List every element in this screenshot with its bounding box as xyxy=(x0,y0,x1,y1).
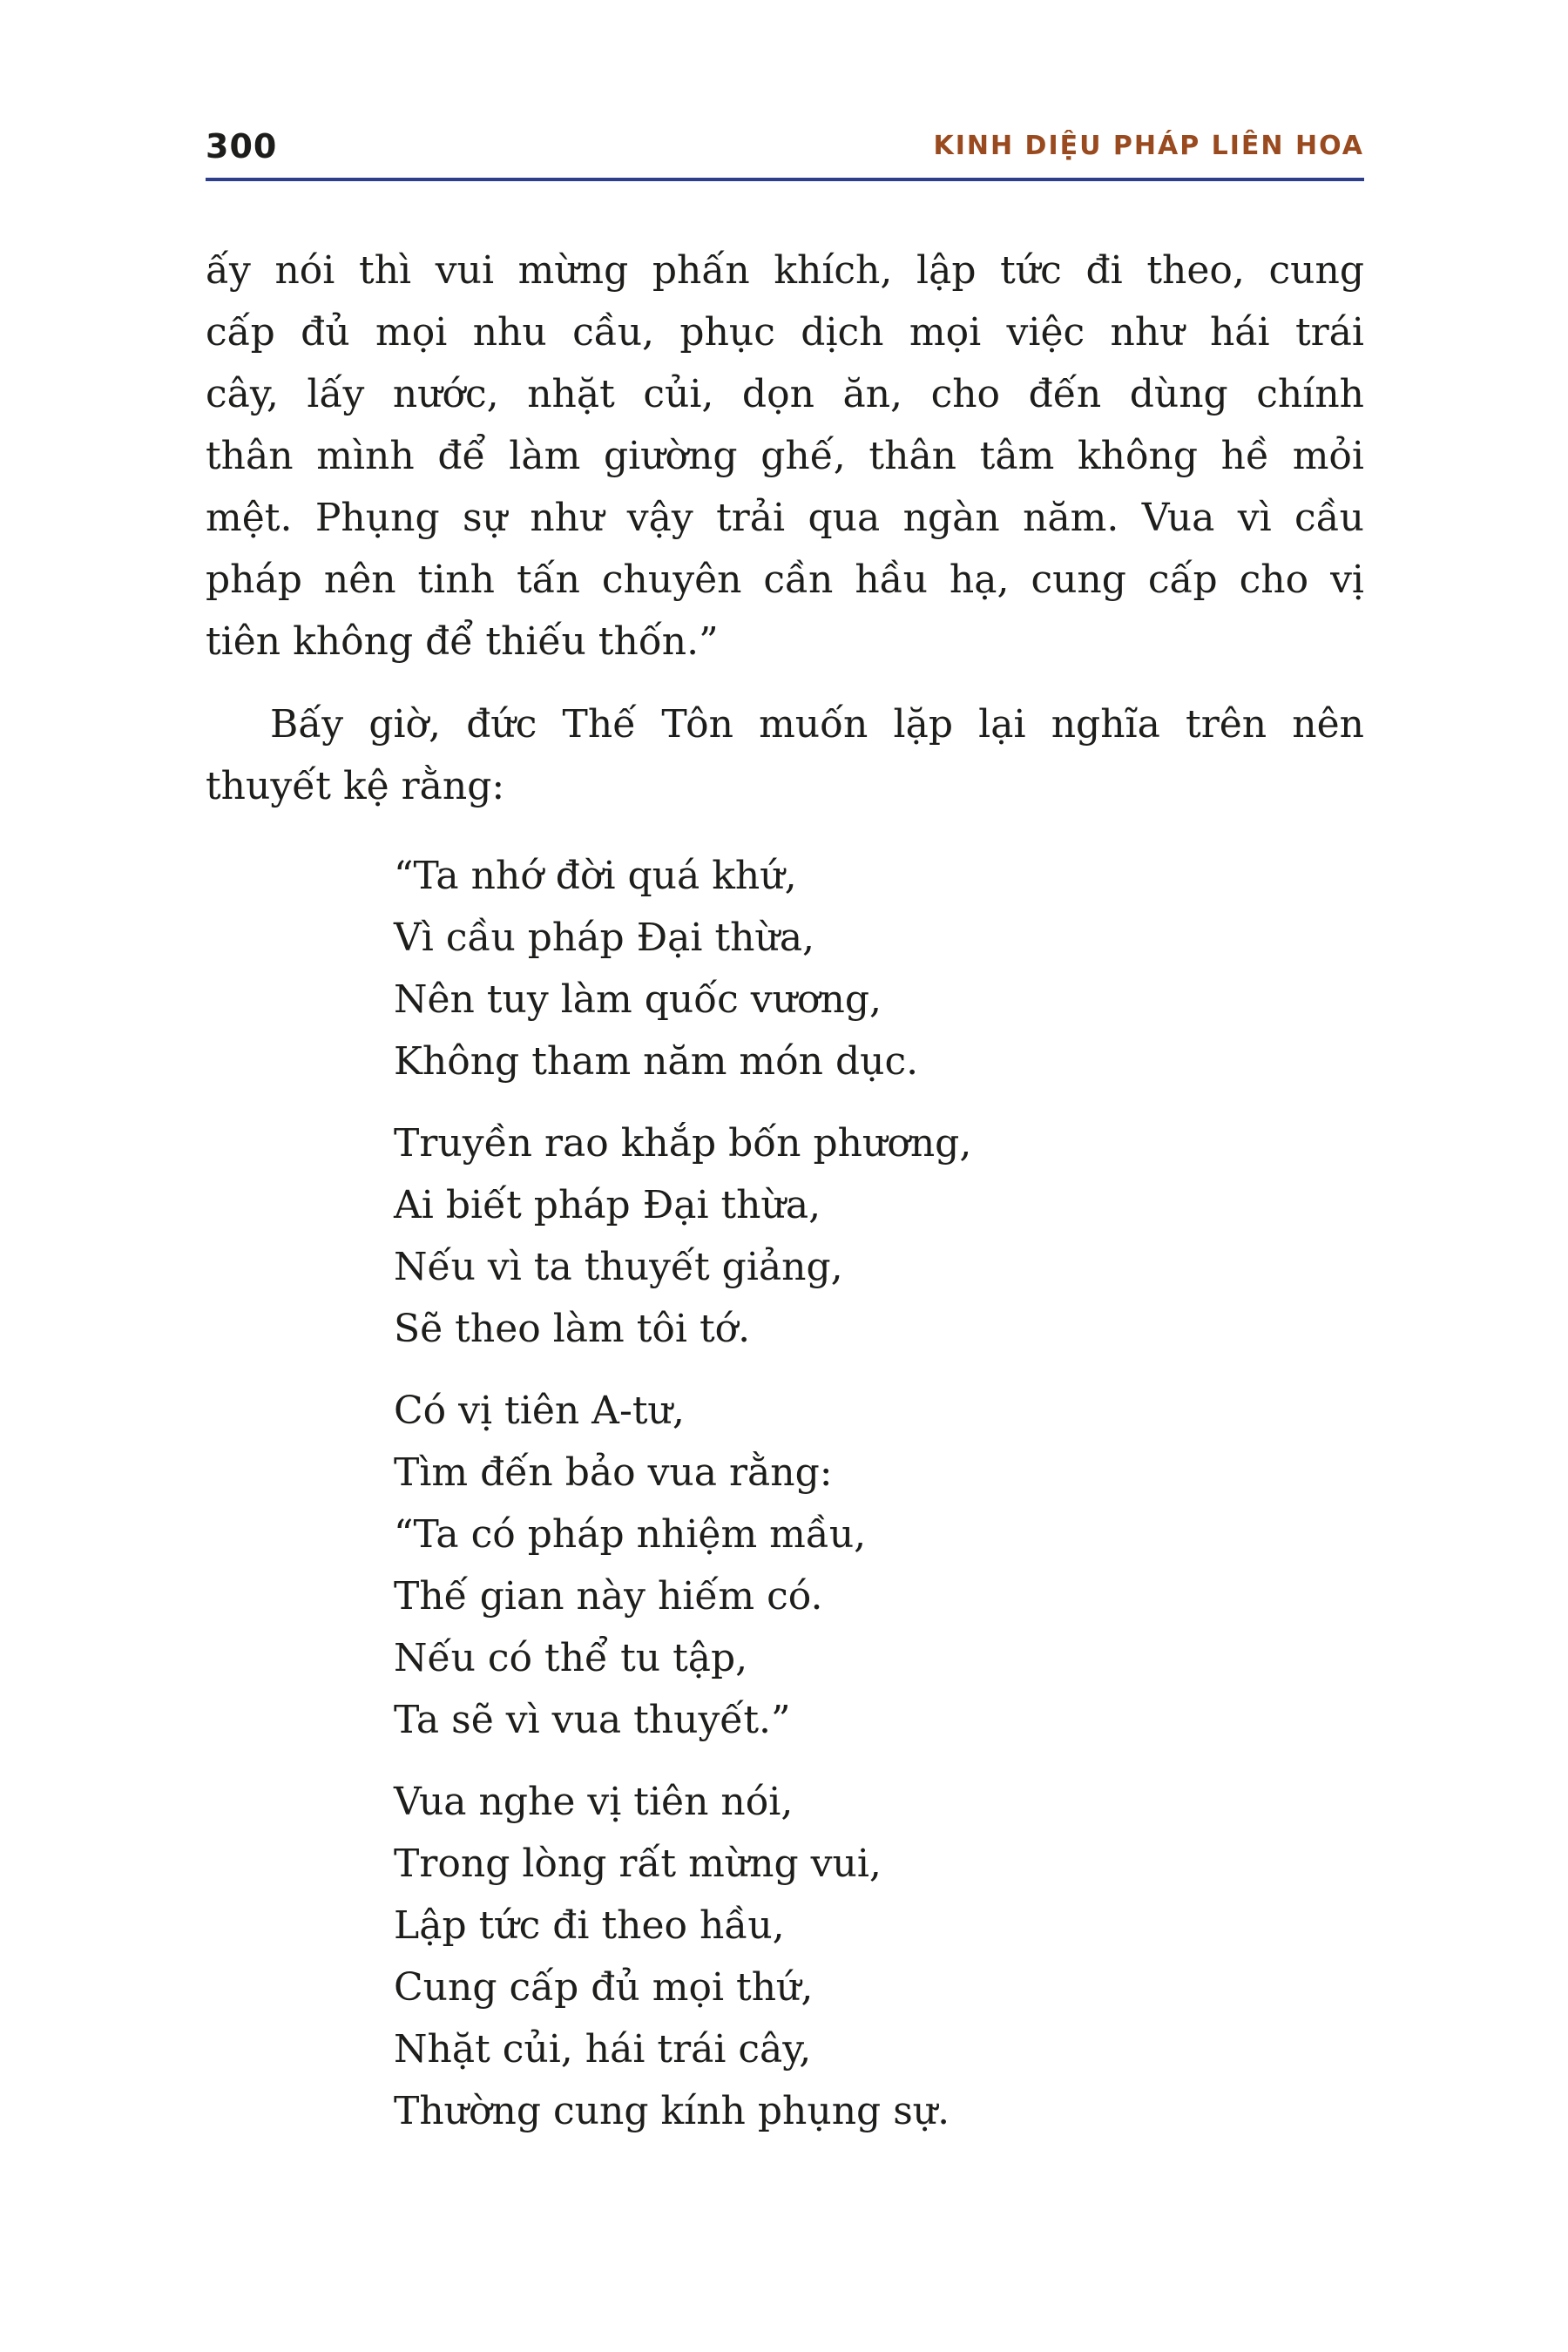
verse-line: “Ta có pháp nhiệm mầu, xyxy=(394,1512,867,1557)
verse-line: Thường cung kính phụng sự. xyxy=(394,2089,950,2133)
verse-line: Cung cấp đủ mọi thứ, xyxy=(394,1965,814,2010)
verse-line: Sẽ theo làm tôi tớ. xyxy=(394,1307,751,1351)
paragraph-1 xyxy=(206,240,1364,672)
verse-line: Ta sẽ vì vua thuyết.” xyxy=(394,1698,791,1742)
verse-line: Truyền rao khắp bốn phương, xyxy=(394,1121,972,1166)
page-number: 300 xyxy=(206,127,278,166)
paragraph-line: thuyết kệ rằng: xyxy=(206,764,505,808)
verse-stanza-4 xyxy=(394,1771,1265,2142)
paragraph-line: mệt. Phụng sự như vậy trải qua ngàn năm. Vua vì cầu xyxy=(206,496,1364,540)
verse-line: Trong lòng rất mừng vui, xyxy=(394,1842,882,1886)
verse-line: Nếu vì ta thuyết giảng, xyxy=(394,1245,843,1289)
verse-line: Nhặt củi, hái trái cây, xyxy=(394,2027,812,2072)
running-title: KINH DIỆU PHÁP LIÊN HOA xyxy=(933,131,1364,161)
verse-line: Không tham năm món dục. xyxy=(394,1039,919,1084)
verse-stanza-3 xyxy=(394,1380,1265,1751)
paragraph-line: tiên không để thiếu thốn.” xyxy=(206,619,719,664)
paragraph-line: ấy nói thì vui mừng phấn khích, lập tức đi theo, cung xyxy=(206,248,1364,293)
verse-line: Vua nghe vị tiên nói, xyxy=(394,1780,794,1824)
verse-stanza-1 xyxy=(394,845,1265,1092)
verse-line: Có vị tiên A-tư, xyxy=(394,1389,685,1433)
verse-line: Nên tuy làm quốc vương, xyxy=(394,977,882,1022)
verse-line: Vì cầu pháp Đại thừa, xyxy=(394,916,815,960)
verse-line: Thế gian này hiếm có. xyxy=(394,1574,823,1619)
body-text xyxy=(206,240,1364,817)
paragraph-line: cây, lấy nước, nhặt củi, dọn ăn, cho đến dùng chính xyxy=(206,372,1364,416)
paragraph-2 xyxy=(206,693,1364,817)
verse-line: Lập tức đi theo hầu, xyxy=(394,1903,785,1948)
verse-line: “Ta nhớ đời quá khứ, xyxy=(394,854,797,898)
verse-line: Nếu có thể tu tập, xyxy=(394,1636,748,1680)
paragraph-line: Bấy giờ, đức Thế Tôn muốn lặp lại nghĩa trên nên xyxy=(270,702,1364,747)
paragraph-line: pháp nên tinh tấn chuyên cần hầu hạ, cung cấp cho vị xyxy=(206,558,1364,602)
verse-line: Ai biết pháp Đại thừa, xyxy=(394,1183,821,1227)
verse-line: Tìm đến bảo vua rằng: xyxy=(394,1450,833,1495)
verse-stanza-2 xyxy=(394,1112,1265,1360)
page-header xyxy=(206,120,1364,181)
paragraph-line: thân mình để làm giường ghế, thân tâm không hề mỏi xyxy=(206,434,1364,478)
paragraph-line: cấp đủ mọi nhu cầu, phục dịch mọi việc như hái trái xyxy=(206,310,1364,355)
